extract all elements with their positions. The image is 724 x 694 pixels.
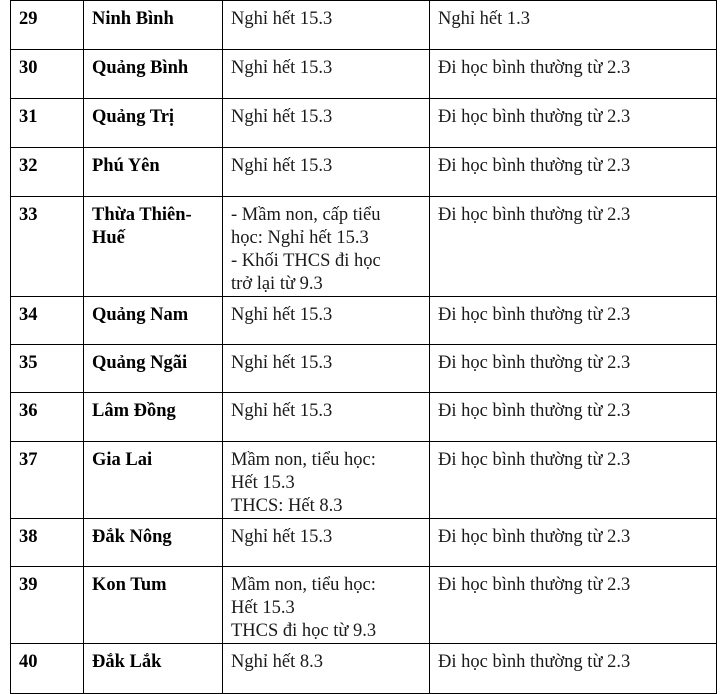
preschool-primary-text: học: Nghỉ hết 15.3 (231, 228, 369, 248)
table-row (11, 297, 717, 345)
preschool-primary-text: Nghỉ hết 15.3 (231, 305, 333, 325)
preschool-primary-text: - Khối THCS đi học (231, 251, 381, 271)
province-cell (84, 519, 223, 567)
province-name: Ninh Bình (92, 9, 174, 29)
secondary-cell (430, 393, 717, 442)
province-name: Quảng Nam (92, 305, 189, 325)
secondary-cell (430, 519, 717, 567)
row-number-cell: 35 (11, 345, 84, 393)
preschool-primary-cell (223, 197, 430, 297)
preschool-primary-cell (223, 50, 430, 99)
row-number-cell: 32 (11, 148, 84, 197)
table-row (11, 1, 717, 50)
row-number-cell: 30 (11, 50, 84, 99)
preschool-primary-cell (223, 567, 430, 644)
secondary-cell (430, 297, 717, 345)
row-number-cell: 39 (11, 567, 84, 644)
preschool-primary-cell (223, 442, 430, 519)
province-name: Lâm Đồng (92, 401, 176, 421)
preschool-primary-text: Mầm non, tiểu học: (231, 450, 376, 470)
schedule-table (10, 0, 717, 694)
preschool-primary-text: Nghỉ hết 8.3 (231, 652, 323, 672)
secondary-text: Đi học bình thường từ 2.3 (438, 575, 631, 595)
secondary-text: Đi học bình thường từ 2.3 (438, 353, 631, 373)
preschool-primary-cell (223, 148, 430, 197)
row-number-cell: 36 (11, 393, 84, 442)
secondary-text: Đi học bình thường từ 2.3 (438, 401, 631, 421)
province-cell (84, 197, 223, 297)
row-number-cell: 38 (11, 519, 84, 567)
secondary-cell (430, 345, 717, 393)
preschool-primary-text: THCS đi học từ 9.3 (231, 621, 377, 641)
secondary-text: Đi học bình thường từ 2.3 (438, 450, 631, 470)
province-name: Quảng Bình (92, 58, 189, 78)
table-row (11, 442, 717, 519)
secondary-text: Đi học bình thường từ 2.3 (438, 107, 631, 127)
preschool-primary-text: trở lại từ 9.3 (231, 274, 323, 294)
province-cell (84, 345, 223, 393)
province-name: Quảng Trị (92, 107, 175, 127)
province-cell (84, 99, 223, 148)
preschool-primary-text: Nghỉ hết 15.3 (231, 527, 333, 547)
preschool-primary-cell (223, 519, 430, 567)
preschool-primary-text: Mầm non, tiểu học: (231, 575, 376, 595)
row-number-cell: 34 (11, 297, 84, 345)
row-number-cell: 29 (11, 1, 84, 50)
province-cell (84, 442, 223, 519)
secondary-cell (430, 50, 717, 99)
secondary-text: Đi học bình thường từ 2.3 (438, 305, 631, 325)
table-row (11, 393, 717, 442)
schedule-table-body (11, 1, 717, 694)
preschool-primary-cell (223, 1, 430, 50)
row-number-cell: 37 (11, 442, 84, 519)
secondary-text: Đi học bình thường từ 2.3 (438, 156, 631, 176)
preschool-primary-text: Nghỉ hết 15.3 (231, 107, 333, 127)
province-cell (84, 148, 223, 197)
table-row (11, 519, 717, 567)
secondary-cell (430, 1, 717, 50)
province-cell (84, 297, 223, 345)
preschool-primary-text: Nghỉ hết 15.3 (231, 156, 333, 176)
table-row (11, 345, 717, 393)
province-cell (84, 644, 223, 694)
row-number-cell: 33 (11, 197, 84, 297)
table-row (11, 99, 717, 148)
secondary-text: Đi học bình thường từ 2.3 (438, 652, 631, 672)
province-name: Huế (92, 228, 125, 248)
row-number-cell: 31 (11, 99, 84, 148)
secondary-cell (430, 567, 717, 644)
preschool-primary-text: Hết 15.3 (231, 598, 295, 618)
preschool-primary-text: Nghỉ hết 15.3 (231, 58, 333, 78)
preschool-primary-text: Hết 15.3 (231, 473, 295, 493)
secondary-cell (430, 442, 717, 519)
secondary-text: Đi học bình thường từ 2.3 (438, 205, 631, 225)
province-cell (84, 50, 223, 99)
secondary-text: Đi học bình thường từ 2.3 (438, 527, 631, 547)
preschool-primary-text: Nghỉ hết 15.3 (231, 401, 333, 421)
province-cell (84, 393, 223, 442)
province-name: Gia Lai (92, 450, 153, 470)
province-name: Quảng Ngãi (92, 353, 188, 373)
table-row (11, 644, 717, 694)
province-cell (84, 567, 223, 644)
table-row (11, 50, 717, 99)
table-row (11, 567, 717, 644)
table-row (11, 148, 717, 197)
secondary-cell (430, 99, 717, 148)
table-row (11, 197, 717, 297)
preschool-primary-cell (223, 297, 430, 345)
preschool-primary-cell (223, 99, 430, 148)
preschool-primary-text: Nghỉ hết 15.3 (231, 353, 333, 373)
province-cell (84, 1, 223, 50)
secondary-cell (430, 148, 717, 197)
row-number-cell: 40 (11, 644, 84, 694)
province-name: Thừa Thiên- (92, 205, 192, 225)
province-name: Đắk Lắk (92, 652, 162, 672)
secondary-text: Đi học bình thường từ 2.3 (438, 58, 631, 78)
secondary-text: Nghỉ hết 1.3 (438, 9, 530, 29)
province-name: Phú Yên (92, 156, 160, 176)
preschool-primary-cell (223, 393, 430, 442)
preschool-primary-text: - Mầm non, cấp tiểu (231, 205, 381, 225)
preschool-primary-text: THCS: Hết 8.3 (231, 496, 343, 516)
preschool-primary-cell (223, 345, 430, 393)
preschool-primary-text: Nghỉ hết 15.3 (231, 9, 333, 29)
preschool-primary-cell (223, 644, 430, 694)
secondary-cell (430, 197, 717, 297)
province-name: Đắk Nông (92, 527, 172, 547)
secondary-cell (430, 644, 717, 694)
province-name: Kon Tum (92, 575, 167, 595)
